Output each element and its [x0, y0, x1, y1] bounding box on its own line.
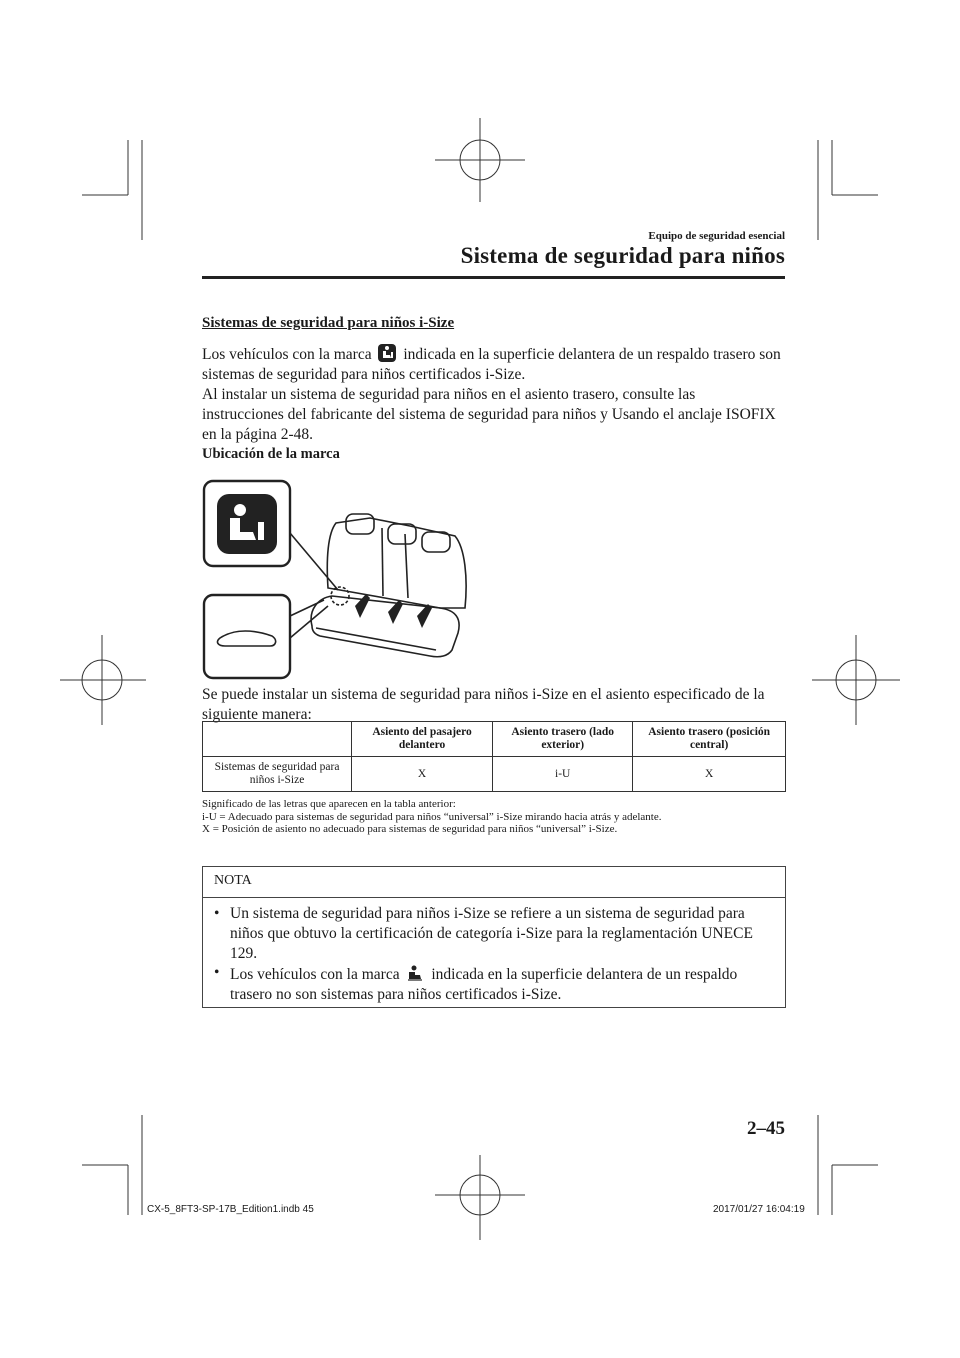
page-title: Sistema de seguridad para niños: [460, 243, 785, 268]
table-cell: X: [352, 757, 493, 792]
note-item-1-line-1: Un sistema de seguridad para niños i-Size se refiere a un sistema de seguridad para: [230, 905, 745, 922]
footer-timestamp: 2017/01/27 16:04:19: [713, 1204, 805, 1215]
note-item-1-line-3: 129.: [230, 945, 258, 962]
legend-line-2: i-U = Adecuado para sistemas de seguridad para niños “universal” i-Size mirando hacia atrás y adelante.: [202, 810, 662, 823]
table-header-cell: Asiento trasero (posición central): [633, 722, 786, 757]
install-paragraph: [202, 685, 790, 725]
child-seat-icon: [405, 963, 425, 983]
table-header-cell: [203, 722, 352, 757]
note-divider: [203, 897, 785, 898]
table-cell: i-U: [493, 757, 633, 792]
bullet: •: [214, 905, 220, 922]
note-item-2-line-2: trasero no son sistemas para niños certificados i-Size.: [230, 986, 562, 1003]
note-item-1: [214, 904, 774, 964]
install-line-2: siguiente manera:: [202, 706, 312, 723]
table-cell: X: [633, 757, 786, 792]
intro-line-4: instrucciones del fabricante del sistema de seguridad para niños y Usando el anclaje ISOFIX: [202, 406, 776, 423]
note-title: NOTA: [214, 873, 252, 888]
table-header-cell: Asiento trasero (lado exterior): [493, 722, 633, 757]
note-item-2-text-1: Los vehículos con la marca: [230, 966, 400, 983]
section-kicker: Equipo de seguridad esencial: [648, 230, 785, 242]
section-heading: Sistemas de seguridad para niños i-Size: [202, 315, 455, 331]
legend-line-3: X = Posición de asiento no adecuado para sistemas de seguridad para niños “universal” i-Size.: [202, 823, 618, 835]
header-rule: [202, 276, 785, 279]
table-legend: [202, 798, 802, 836]
table-header-cell: Asiento del pasajero delantero: [352, 722, 493, 757]
intro-paragraph: [202, 343, 790, 445]
table-row-label: Sistemas de seguridad para niños i-Size: [203, 757, 352, 792]
intro-line-5: en la página 2-48.: [202, 426, 314, 443]
bullet: •: [214, 964, 220, 981]
table-row: [203, 757, 786, 792]
seating-positions-table: [202, 721, 786, 792]
intro-line-2: sistemas de seguridad para niños certificados i-Size.: [202, 366, 526, 383]
rear-seat-illustration: [200, 478, 480, 680]
legend-line-1: Significado de las letras que aparecen en la tabla anterior:: [202, 798, 456, 810]
table-header-row: [203, 722, 786, 757]
install-line-1: Se puede instalar un sistema de seguridad para niños i-Size en el asiento especificado de la: [202, 686, 765, 703]
footer-file-info: CX-5_8FT3-SP-17B_Edition1.indb 45: [147, 1204, 314, 1215]
note-item-1-line-2: niños que obtuvo la certificación de categoría i-Size para la reglamentación UNECE: [230, 925, 753, 942]
i-size-child-seat-icon: [377, 343, 397, 363]
intro-line-3: Al instalar un sistema de seguridad para niños en el asiento trasero, consulte las: [202, 386, 696, 403]
location-heading: Ubicación de la marca: [202, 446, 340, 462]
note-item-2-text-2: indicada en la superficie delantera de un respaldo: [431, 966, 738, 983]
page-number: 2–45: [747, 1118, 785, 1139]
intro-text-2: indicada en la superficie delantera de un respaldo trasero son: [403, 346, 781, 363]
note-item-2: [214, 963, 774, 1005]
intro-text-1: Los vehículos con la marca: [202, 346, 372, 363]
